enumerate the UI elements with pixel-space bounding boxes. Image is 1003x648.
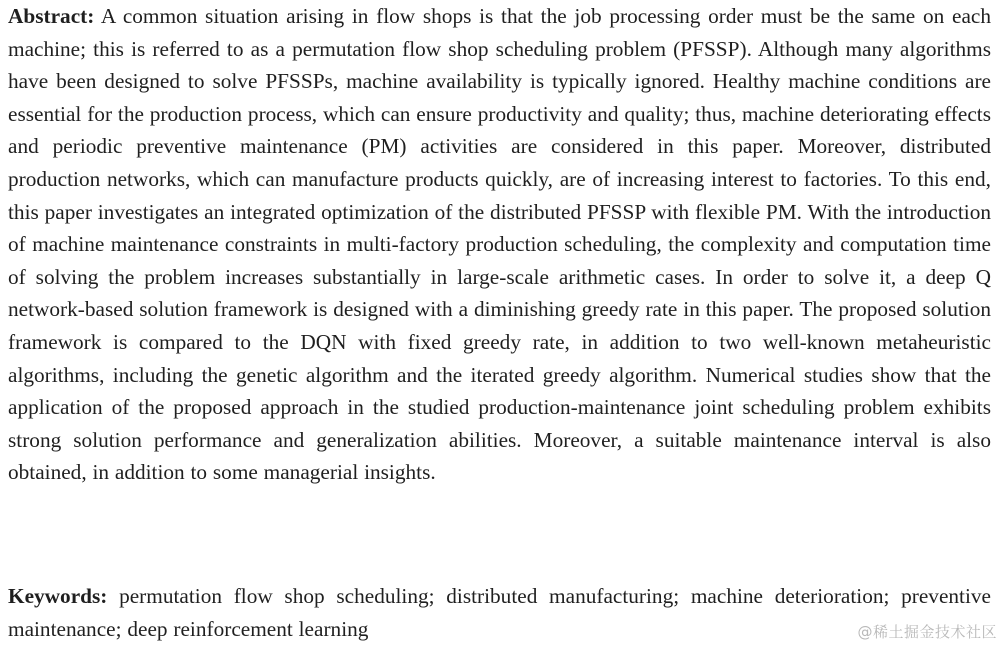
abstract-label: Abstract: [8,4,95,28]
keywords-label: Keywords: [8,584,108,608]
abstract-paragraph [8,0,991,489]
keywords-paragraph [8,580,991,645]
watermark: @稀土掘金技术社区 [857,623,997,641]
abstract-text: A common situation arising in flow shops is that the job processing order must be the same on each machine; this is referred to as a permutation flow shop scheduling problem (PFSSP). Although many algorithms have been designed to solve PFSSPs, machine availability is typically ignored. Healthy machine conditions are essential for the production process, which can ensure productivity and quality; thus, machine deteriorating effects and periodic preventive maintenance (PM) activities are considered in this paper. Moreover, distributed production networks, which can manufacture products quickly, are of increasing interest to factories. To this end, this paper investigates an integrated optimization of the distributed PFSSP with flexible PM. With the introduction of machine maintenance constraints in multi-factory production scheduling, the complexity and computation time of solving the problem increases substantially in large-scale arithmetic cases. In order to solve it, a deep Q network-based solution framework is designed with a diminishing greedy rate in this paper. The proposed solution framework is compared to the DQN with fixed greedy rate, in addition to two well-known metaheuristic algorithms, including the genetic algorithm and the iterated greedy algorithm. Numerical studies show that the application of the proposed approach in the studied production-maintenance joint scheduling problem exhibits strong solution performance and generalization abilities. Moreover, a suitable maintenance interval is also obtained, in addition to some managerial insights. [8,4,991,485]
keywords-text: permutation flow shop scheduling; distributed manufacturing; machine deterioration; preventive maintenance; deep reinforcement learning [8,584,991,641]
